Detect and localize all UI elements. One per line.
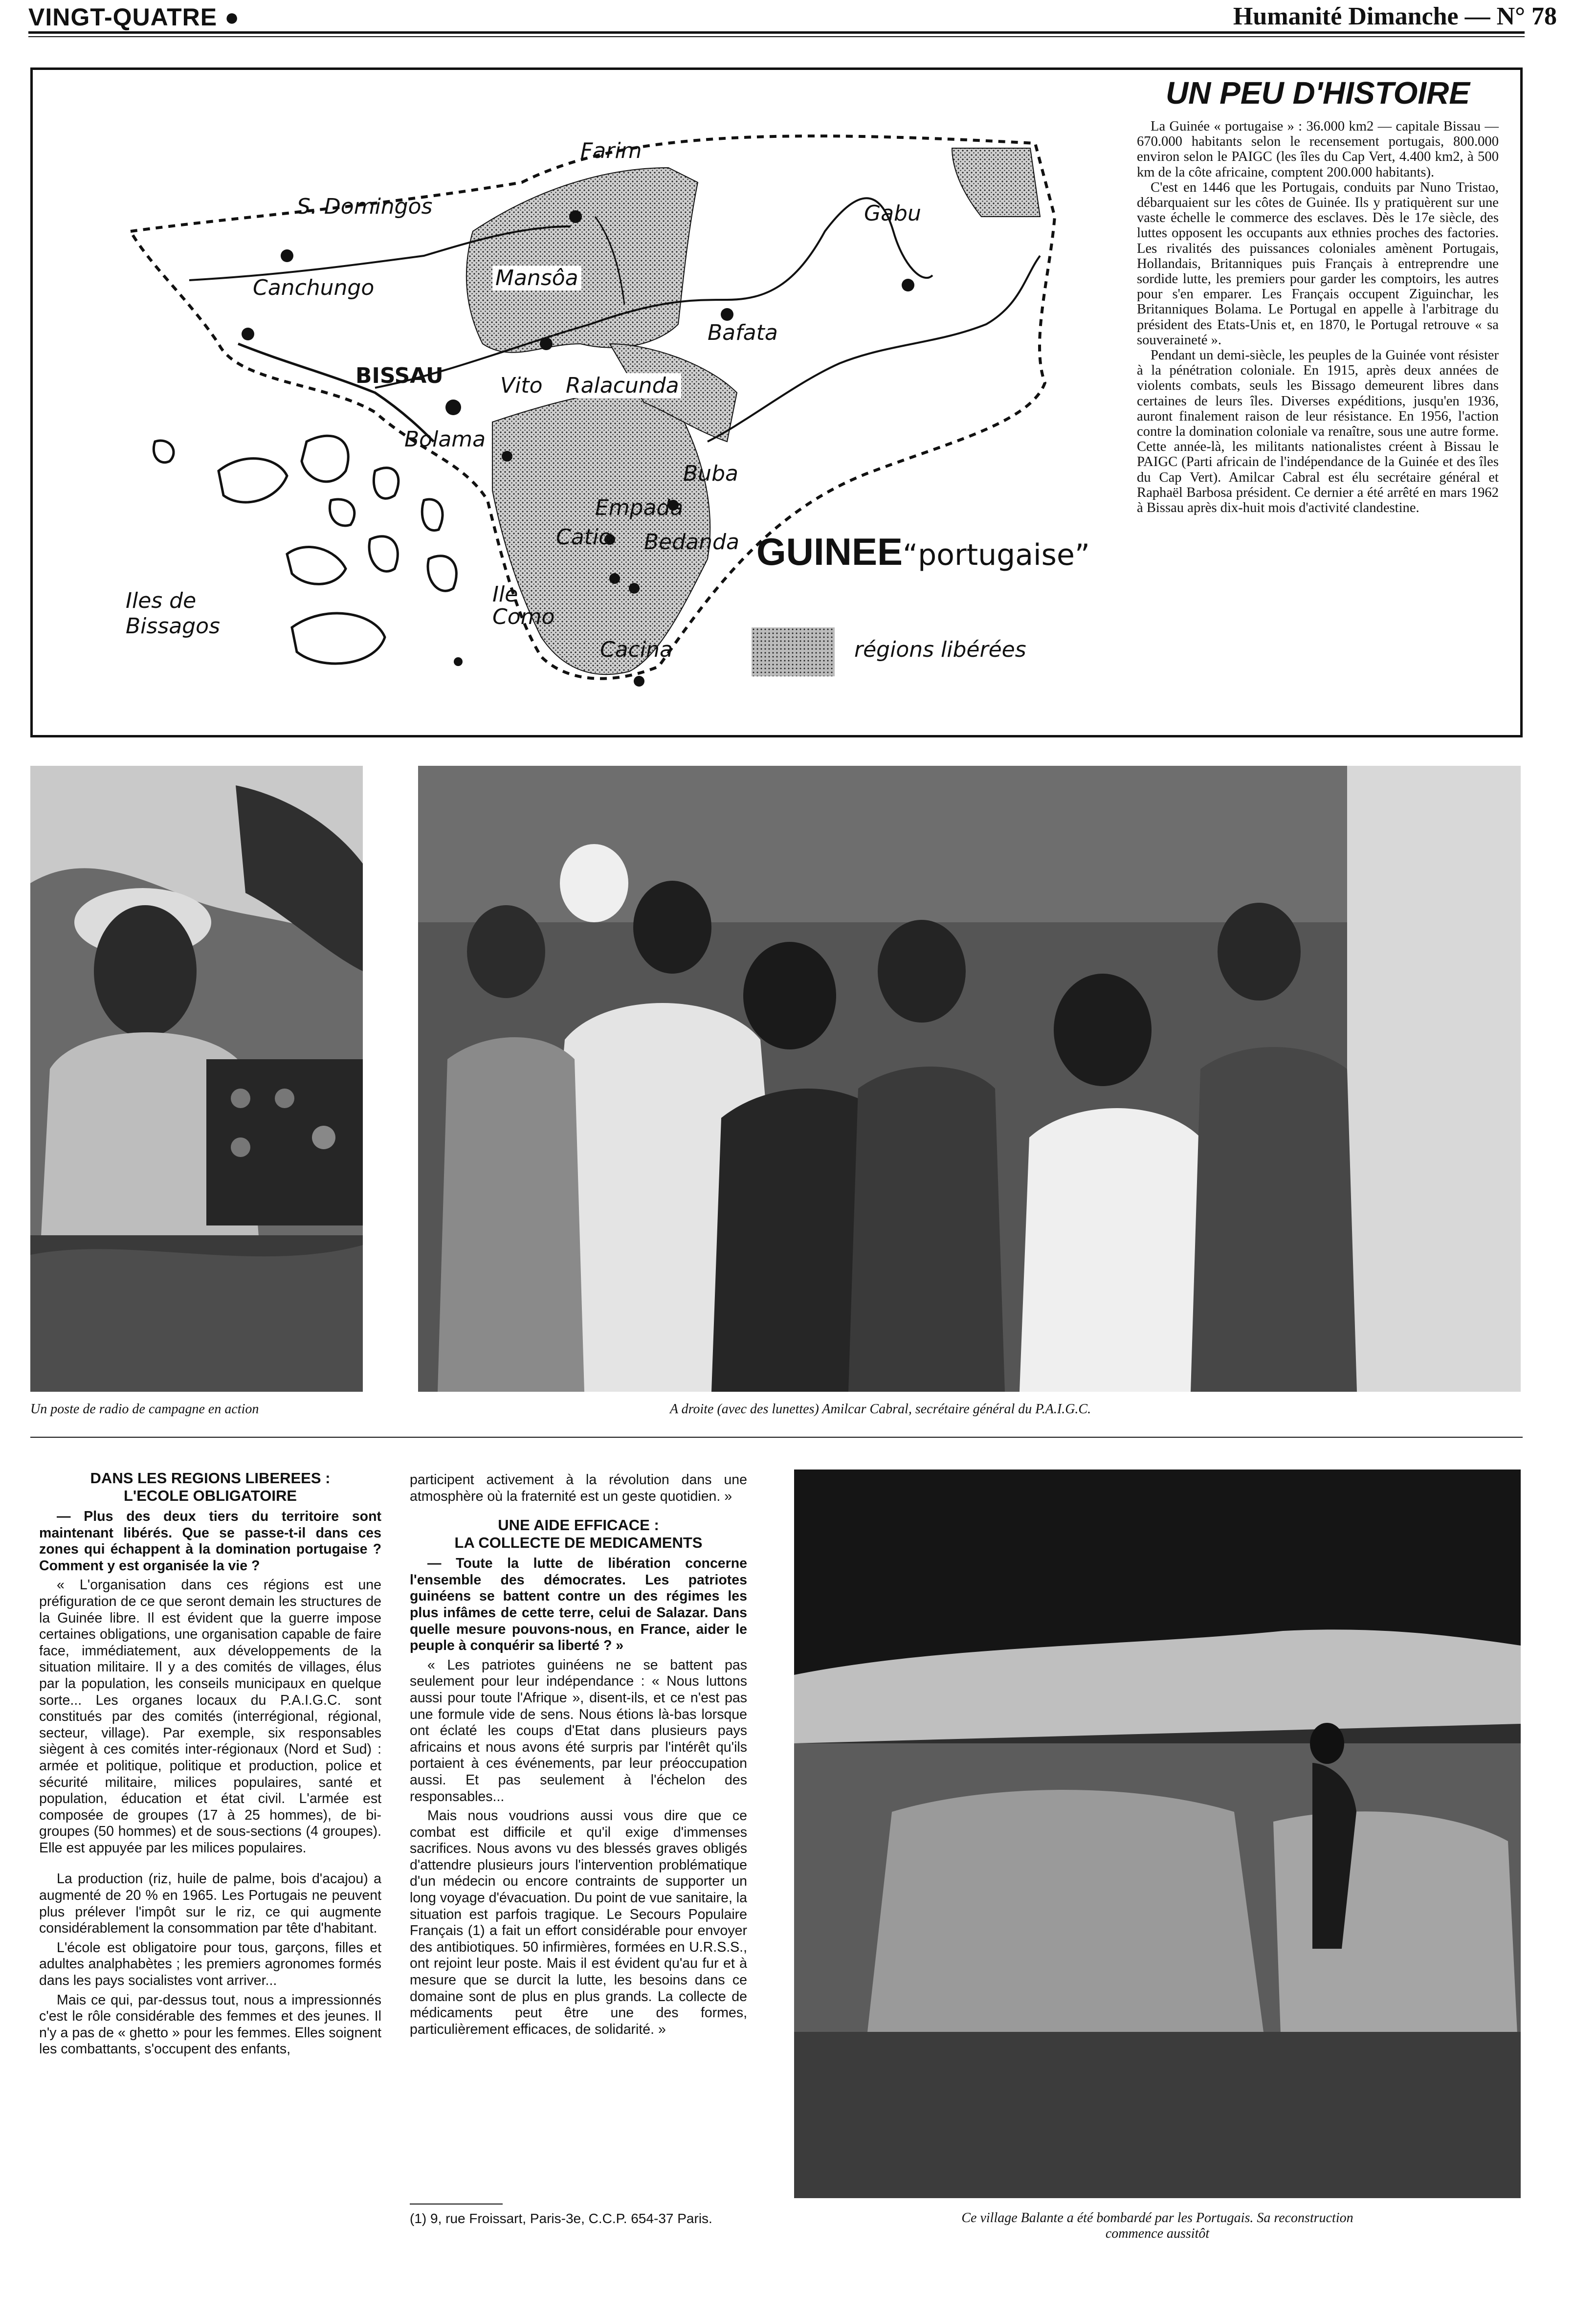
history-text: [1137, 119, 1499, 515]
question-1: — Plus des deux tiers du territoire sont maintenant libérés. Que se passe-t-il dans ces zones qui échappent à la domination portugaise ? Comment y est organisée la vie ?: [39, 1509, 381, 1574]
town-label-ralacunda: Ralacunda: [564, 373, 681, 398]
header-rule-thin: [28, 36, 1525, 37]
town-dot-gabu: [902, 279, 914, 291]
section-heading-1: [39, 1470, 381, 1505]
heading-1-line-1: DANS LES REGIONS LIBEREES :: [90, 1470, 331, 1487]
article-column-1: [39, 1470, 381, 2061]
town-label-buba: Buba: [683, 461, 738, 486]
town-dot-catio: [609, 573, 620, 584]
town-label-mansoa: Mansôa: [492, 266, 581, 290]
answer-paragraph-3: L'école est obligatoire pour tous, garçons, filles et adultes analphabètes ; les premiers agronomes formés dans les pays socialistes vont arriver...: [39, 1939, 381, 1989]
caption-village-line-2: commence aussitôt: [1105, 2226, 1210, 2241]
caption-cabral: A droite (avec des lunettes) Amilcar Cabral, secrétaire général du P.A.I.G.C.: [670, 1402, 1091, 1417]
island-4: [287, 547, 346, 584]
answer-paragraph-2: La production (riz, huile de palme, bois d'acajou) a augmenté de 20 % en 1965. Les Portugais ne peuvent plus prélever l'impôt sur le riz, ce qui augmente considérablement la consommation par tête d'habitant.: [39, 1871, 381, 1937]
liberated-region-north: [466, 168, 698, 353]
town-label-cacina: Cacina: [600, 637, 673, 662]
river-corubal: [708, 256, 1040, 442]
article-column-2: [410, 1472, 747, 2041]
town-label-vito: Vito: [498, 373, 545, 398]
photo-radio-operator: [30, 766, 363, 1392]
town-label-catio: Catio: [556, 525, 612, 550]
history-paragraph-3: Pendant un demi-siècle, les peuples de la Guinée vont résister à la pénétration coloniale. En 1915, après deux années de violents combats, seuls les Bissago demeurent libres dans certaines de leurs îles. Diverses expéditions, jusqu'en 1936, auront finalement raison de leur résistance. En 1956, l'action contre la domination coloniale va renaître, sous une autre forme. Cette année-là, les militants nationalistes créent à Bissau le PAIGC (Parti africain de l'indépendance de la Guinée et des îles du Cap Vert). Amilcar Cabral est élu secrétaire général et Raphaël Barbosa président. Ce dernier a été arrêté en mars 1962 à Bissau après dix-huit mois d'activité clandestine.: [1137, 348, 1499, 516]
bullet-icon: ●: [224, 3, 240, 31]
island-10: [154, 441, 174, 463]
issue-number: — N° 78: [1464, 2, 1557, 30]
map-title: [756, 530, 1090, 574]
legend-label: régions libérées: [854, 637, 1026, 662]
town-dot-ilecomo: [454, 657, 463, 666]
town-label-bedanda: Bedanda: [644, 530, 739, 555]
heading-2-line-1: UNE AIDE EFFICACE :: [498, 1516, 659, 1534]
footnote-rule: [410, 2204, 503, 2205]
history-paragraph-1: La Guinée « portugaise » : 36.000 km2 — capitale Bissau — 670.000 habitants selon le recensement portugais, 800.000 environ selon le PAIGC (les îles du Cap Vert, 4.400 km2, à 500 km de la côte africaine, comptent 200.000 habitants).: [1137, 119, 1499, 180]
history-title: UN PEU D'HISTOIRE: [1165, 75, 1470, 111]
map-box: [30, 67, 1523, 737]
answer-paragraph-6: « Les patriotes guinéens ne se battent pas seulement pour leur indépendance : « Nous luttons aussi pour toute l'Afrique », disent-ils, et ce n'est pas une formule vide de sens. Nous étions là-bas lorsque ont éclaté les coups d'Etat dans plusieurs pays africains et nous avons été surpris par l'intérêt qu'ils portaient à ces événements, par leur préoccupation aussi. Et pas seulement à l'échelon des responsables...: [410, 1657, 747, 1804]
answer-paragraph-7: Mais nous voudrions aussi vous dire que ce combat est difficile et qu'il exige d'immenses sacrifices. Nous avons vu des blessés graves obligés d'attendre plusieurs jours l'intervention problématique d'un médecin ou encore contraints de supporter un long voyage d'évacuation. Du point de vue sanitaire, la situation est parfois tragique. Le Secours Populaire Français (1) a fait un effort considérable pour envoyer des antibiotiques. 50 infirmières, formées en U.R.S.S., ont rejoint leur poste. Mais il est évident qu'au fur et à mesure que se durcit la lutte, les besoins dans ce domaine sont de plus en plus grands. La collecte de médicaments peut être une des formes, particulièrement efficaces, de solidarité. »: [410, 1808, 747, 2037]
town-dot-cacina: [634, 676, 644, 687]
island-7: [422, 499, 443, 531]
answer-paragraph-1: « L'organisation dans ces régions est une préfiguration de ce que seront demain les structures de la Guinée libre. Il est évident que la guerre impose certaines obligations, une organisation capable de faire face, immédiatement, aux développements de la situation militaire. Il y a des comités de villages, élus par la population, les conseils municipaux en quelque sorte... Les organes locaux du P.A.I.G.C. sont constitués par des comités (interrégional, régional, secteur, village). Par exemple, six responsables siègent à ces comités inter-régionaux (Nord et Sud) : armée et politique, politique et production, police et sécurité militaire, milices populaires, santé et population, éducation et état civil. L'armée est composée de groupes (17 à 25 hommes), de bi-groupes (50 hommes) et de sous-sections (4 groupes). Elle est appuyée par les milices populaires.: [39, 1577, 381, 1856]
island-9: [292, 613, 385, 664]
photo-bombed-village: [794, 1470, 1521, 2198]
answer-paragraph-4: Mais ce qui, par-dessus tout, nous a impressionnés c'est le rôle considérable des femmes et des jeunes. Il n'y a pas de « ghetto » pour les femmes. Elles soignent les combattants, s'occupent des enfants,: [39, 1992, 381, 2057]
town-dot-canchungo: [242, 328, 254, 340]
town-dot-sdomingos: [281, 249, 293, 262]
caption-village: [794, 2210, 1521, 2242]
town-label-bafata: Bafata: [708, 320, 778, 345]
town-label-sdomingos: S. Domingos: [297, 194, 433, 219]
footnote: (1) 9, rue Froissart, Paris-3e, C.C.P. 654-37 Paris.: [410, 2211, 712, 2226]
town-dot-farim: [569, 210, 582, 223]
publication-name: Humanité Dimanche: [1233, 2, 1459, 30]
history-paragraph-2: C'est en 1446 que les Portugais, conduits par Nuno Tristao, débarquaient sur les côtes de Guinée. Ils y pratiquèrent sur une vaste échelle le commerce des esclaves. Dès le 17e siècle, des luttes opposent les occupants aux ethnies proches des factories. Les rivalités des puissances coloniales amènent Portugais, Hollandais, Britanniques puis Français à entreprendre une sordide lutte, les premiers pour garder les comptoirs, les autres pour s'en emparer. Les Français occupent Ziguinchar, les Britanniques Bolama. Le Portugal en appelle à l'arbitrage du président des Etats-Unis et, en 1870, le Portugal retrouve « sa souveraineté ».: [1137, 179, 1499, 348]
question-2: — Toute la lutte de libération concerne l'ensemble des démocrates. Les patriotes guinéens se battent contre un des régimes les plus infâmes de cette terre, celui de Salazar. Dans quelle mesure pouvons-nous, en France, aider le peuple à conquérir sa liberté ? »: [410, 1556, 747, 1654]
page-number-word: [28, 3, 240, 31]
town-label-bolama: Bolama: [404, 427, 486, 452]
town-dot-vito: [502, 451, 512, 462]
island-2: [302, 436, 348, 482]
town-dot-mansoa: [540, 337, 553, 350]
section-heading-2: [410, 1516, 747, 1552]
header-rule: [28, 31, 1525, 34]
town-label-farim: Farim: [580, 138, 642, 163]
town-label-empada: Empada: [595, 495, 684, 520]
town-dot-bissau: [445, 400, 461, 415]
island-5: [330, 499, 354, 526]
heading-1-line-2: L'ECOLE OBLIGATOIRE: [123, 1487, 297, 1504]
island-6: [369, 536, 398, 572]
liberated-region-northeast: [952, 148, 1040, 217]
masthead: [1233, 2, 1557, 31]
islands-label: Iles de Bissagos: [126, 588, 220, 639]
photo-cabral-group: [418, 766, 1521, 1392]
town-dot-bedanda: [629, 583, 640, 594]
map-title-sub: “portugaise”: [903, 538, 1090, 572]
town-dot-bafata: [721, 308, 733, 321]
town-label-ilecomo: Ile Como: [492, 582, 555, 629]
town-label-gabu: Gabu: [864, 201, 921, 226]
town-label-bissau: BISSAU: [355, 363, 443, 388]
island-8: [428, 556, 456, 591]
town-label-canchungo: Canchungo: [253, 275, 375, 300]
island-3: [374, 468, 398, 499]
continued-paragraph: participent activement à la révolution dans une atmosphère où la fraternité est un geste quotidien. »: [410, 1472, 747, 1504]
caption-village-line-1: Ce village Balante a été bombardé par les Portugais. Sa reconstruction: [961, 2210, 1353, 2226]
island-1: [219, 459, 287, 503]
page-number-text: VINGT-QUATRE: [28, 3, 218, 31]
caption-radio: Un poste de radio de campagne en action: [30, 1402, 259, 1417]
map-title-main: GUINEE: [756, 530, 903, 573]
heading-2-line-2: LA COLLECTE DE MEDICAMENTS: [454, 1534, 703, 1552]
legend-swatch: [752, 627, 835, 676]
section-rule: [30, 1437, 1523, 1438]
